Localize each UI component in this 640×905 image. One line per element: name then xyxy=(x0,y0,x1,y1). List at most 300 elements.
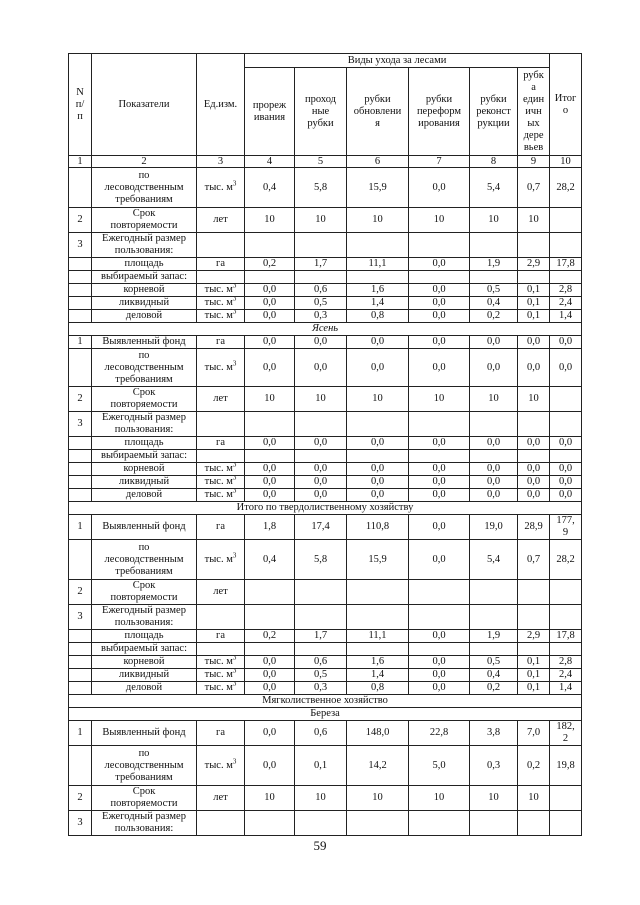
column-number: 2 xyxy=(92,156,197,168)
header-type-6: рубк а един ичн ых дере вьев xyxy=(518,68,550,156)
unit-cell xyxy=(197,450,245,463)
value-cell: 19,0 xyxy=(470,515,518,540)
value-cell: 5,4 xyxy=(470,540,518,580)
row-number: 1 xyxy=(69,336,92,349)
value-cell: 0,4 xyxy=(245,540,295,580)
header-type-3: рубки обновлени я xyxy=(347,68,409,156)
value-cell xyxy=(347,233,409,258)
value-cell xyxy=(409,233,470,258)
total-cell: 0,0 xyxy=(550,463,582,476)
unit-text: тыс. м xyxy=(204,759,233,771)
value-cell: 3,8 xyxy=(470,721,518,746)
value-cell: 1,7 xyxy=(295,258,347,271)
unit-superscript: 3 xyxy=(232,668,237,675)
unit-cell xyxy=(197,489,245,502)
unit-cell xyxy=(197,643,245,656)
value-cell xyxy=(245,233,295,258)
value-cell: 0,0 xyxy=(245,476,295,489)
row-number xyxy=(69,643,92,656)
value-cell: 0,0 xyxy=(347,476,409,489)
unit-cell xyxy=(197,284,245,297)
value-cell: 0,5 xyxy=(470,284,518,297)
indicator-label: корневой xyxy=(92,656,197,669)
indicator-label: Выявленный фонд xyxy=(92,721,197,746)
row-number xyxy=(69,656,92,669)
indicator-label: по лесоводственным требованиям xyxy=(92,168,197,208)
value-cell: 0,3 xyxy=(295,310,347,323)
value-cell xyxy=(470,580,518,605)
value-cell: 0,0 xyxy=(295,336,347,349)
unit-text: лет xyxy=(213,586,228,597)
value-cell: 0,5 xyxy=(295,297,347,310)
row-number xyxy=(69,437,92,450)
table-row xyxy=(69,336,582,349)
value-cell: 0,1 xyxy=(518,669,550,682)
value-cell: 10 xyxy=(409,208,470,233)
value-cell: 10 xyxy=(470,786,518,811)
value-cell: 1,9 xyxy=(470,258,518,271)
value-cell: 0,0 xyxy=(347,463,409,476)
indicator-label: Ежегодный размер пользования: xyxy=(92,233,197,258)
value-cell: 0,0 xyxy=(295,476,347,489)
value-cell: 0,0 xyxy=(409,437,470,450)
column-number: 4 xyxy=(245,156,295,168)
row-number xyxy=(69,630,92,643)
value-cell: 0,1 xyxy=(295,746,347,786)
value-cell: 0,0 xyxy=(347,489,409,502)
value-cell: 148,0 xyxy=(347,721,409,746)
unit-cell xyxy=(197,258,245,271)
header-total: Итог о xyxy=(550,54,582,156)
value-cell: 0,1 xyxy=(518,297,550,310)
value-cell: 0,2 xyxy=(245,630,295,643)
value-cell xyxy=(347,412,409,437)
unit-cell xyxy=(197,437,245,450)
unit-superscript: 3 xyxy=(232,359,237,367)
value-cell: 1,4 xyxy=(347,297,409,310)
unit-cell xyxy=(197,349,245,387)
value-cell xyxy=(245,271,295,284)
unit-superscript: 3 xyxy=(232,757,237,765)
total-cell: 1,4 xyxy=(550,682,582,695)
total-cell: 28,2 xyxy=(550,168,582,208)
unit-cell xyxy=(197,746,245,786)
table-row xyxy=(69,605,582,630)
value-cell: 0,1 xyxy=(518,656,550,669)
indicator-label: площадь xyxy=(92,630,197,643)
row-number xyxy=(69,463,92,476)
value-cell: 1,4 xyxy=(347,669,409,682)
value-cell: 10 xyxy=(295,387,347,412)
total-cell xyxy=(550,605,582,630)
indicator-label: выбираемый запас: xyxy=(92,271,197,284)
value-cell: 0,0 xyxy=(518,437,550,450)
unit-text: га xyxy=(216,727,225,738)
value-cell xyxy=(409,271,470,284)
total-cell: 0,0 xyxy=(550,476,582,489)
indicator-label: выбираемый запас: xyxy=(92,643,197,656)
table-row xyxy=(69,746,582,786)
total-cell: 17,8 xyxy=(550,258,582,271)
indicator-label: Срок повторяемости xyxy=(92,208,197,233)
value-cell: 28,9 xyxy=(518,515,550,540)
row-number: 2 xyxy=(69,208,92,233)
unit-cell xyxy=(197,656,245,669)
value-cell: 10 xyxy=(347,387,409,412)
total-cell: 0,0 xyxy=(550,349,582,387)
value-cell xyxy=(295,605,347,630)
row-number xyxy=(69,476,92,489)
value-cell xyxy=(295,271,347,284)
unit-cell xyxy=(197,336,245,349)
table-row xyxy=(69,349,582,387)
value-cell xyxy=(295,811,347,836)
value-cell: 0,0 xyxy=(470,349,518,387)
value-cell: 0,0 xyxy=(409,284,470,297)
value-cell: 0,5 xyxy=(470,656,518,669)
value-cell: 22,8 xyxy=(409,721,470,746)
value-cell: 0,6 xyxy=(295,284,347,297)
column-number: 5 xyxy=(295,156,347,168)
unit-cell xyxy=(197,271,245,284)
indicator-label: выбираемый запас: xyxy=(92,450,197,463)
column-number: 9 xyxy=(518,156,550,168)
total-cell: 0,0 xyxy=(550,336,582,349)
indicator-label: деловой xyxy=(92,489,197,502)
unit-text: тыс. м xyxy=(204,476,233,487)
value-cell: 0,0 xyxy=(409,515,470,540)
unit-superscript: 3 xyxy=(232,283,237,290)
unit-superscript: 3 xyxy=(232,551,237,559)
total-cell xyxy=(550,387,582,412)
value-cell: 0,0 xyxy=(518,476,550,489)
value-cell: 0,0 xyxy=(409,463,470,476)
value-cell xyxy=(518,643,550,656)
value-cell: 10 xyxy=(347,208,409,233)
value-cell: 0,0 xyxy=(518,463,550,476)
value-cell: 0,3 xyxy=(470,746,518,786)
value-cell xyxy=(470,233,518,258)
unit-superscript: 3 xyxy=(232,655,237,662)
value-cell: 5,0 xyxy=(409,746,470,786)
value-cell: 10 xyxy=(295,208,347,233)
value-cell: 10 xyxy=(409,387,470,412)
value-cell: 0,0 xyxy=(518,336,550,349)
total-cell xyxy=(550,811,582,836)
value-cell: 11,1 xyxy=(347,630,409,643)
table-row xyxy=(69,811,582,836)
header-indicator: Показатели xyxy=(92,54,197,156)
value-cell: 0,1 xyxy=(518,682,550,695)
table-row xyxy=(69,630,582,643)
table-row xyxy=(69,643,582,656)
total-cell: 19,8 xyxy=(550,746,582,786)
row-number: 3 xyxy=(69,605,92,630)
value-cell xyxy=(470,605,518,630)
column-number: 7 xyxy=(409,156,470,168)
row-number: 2 xyxy=(69,786,92,811)
table-row xyxy=(69,580,582,605)
total-cell: 1,4 xyxy=(550,310,582,323)
value-cell xyxy=(245,450,295,463)
value-cell xyxy=(409,811,470,836)
table-row xyxy=(69,412,582,437)
value-cell: 0,0 xyxy=(295,463,347,476)
row-number xyxy=(69,168,92,208)
column-number: 6 xyxy=(347,156,409,168)
total-cell: 2,4 xyxy=(550,297,582,310)
table-row xyxy=(69,669,582,682)
unit-text: га xyxy=(216,258,225,269)
unit-text: тыс. м xyxy=(204,361,233,373)
column-number: 8 xyxy=(470,156,518,168)
unit-superscript: 3 xyxy=(232,681,237,688)
table-row xyxy=(69,271,582,284)
unit-cell xyxy=(197,721,245,746)
table-row xyxy=(69,476,582,489)
header-unit: Ед.изм. xyxy=(197,54,245,156)
value-cell: 0,8 xyxy=(347,682,409,695)
row-number xyxy=(69,349,92,387)
value-cell xyxy=(245,811,295,836)
table-row xyxy=(69,540,582,580)
value-cell: 7,0 xyxy=(518,721,550,746)
value-cell: 0,0 xyxy=(409,349,470,387)
indicator-label: ликвидный xyxy=(92,297,197,310)
total-cell: 2,8 xyxy=(550,284,582,297)
value-cell xyxy=(347,271,409,284)
value-cell xyxy=(409,643,470,656)
unit-text: тыс. м xyxy=(204,553,233,565)
value-cell: 0,2 xyxy=(518,746,550,786)
value-cell xyxy=(245,580,295,605)
value-cell xyxy=(347,811,409,836)
value-cell: 0,0 xyxy=(347,437,409,450)
value-cell: 0,8 xyxy=(347,310,409,323)
value-cell: 0,0 xyxy=(295,489,347,502)
value-cell: 0,0 xyxy=(409,258,470,271)
row-number: 1 xyxy=(69,721,92,746)
value-cell xyxy=(470,412,518,437)
unit-text: га xyxy=(216,521,225,532)
value-cell: 0,6 xyxy=(295,721,347,746)
value-cell: 10 xyxy=(409,786,470,811)
table-row xyxy=(69,721,582,746)
value-cell xyxy=(518,811,550,836)
header-type-4: рубки переформ ирования xyxy=(409,68,470,156)
unit-cell xyxy=(197,786,245,811)
unit-superscript: 3 xyxy=(232,309,237,316)
unit-cell xyxy=(197,515,245,540)
unit-text: тыс. м xyxy=(204,463,233,474)
value-cell xyxy=(347,643,409,656)
value-cell: 0,0 xyxy=(470,489,518,502)
value-cell: 0,0 xyxy=(409,656,470,669)
unit-cell xyxy=(197,463,245,476)
indicator-label: Срок повторяемости xyxy=(92,786,197,811)
table-row xyxy=(69,233,582,258)
value-cell: 0,0 xyxy=(470,437,518,450)
value-cell: 0,0 xyxy=(295,437,347,450)
value-cell: 0,0 xyxy=(409,336,470,349)
table-row xyxy=(69,310,582,323)
value-cell: 10 xyxy=(518,208,550,233)
unit-text: га xyxy=(216,630,225,641)
unit-cell xyxy=(197,682,245,695)
value-cell: 0,0 xyxy=(295,349,347,387)
indicator-label: площадь xyxy=(92,437,197,450)
value-cell: 0,0 xyxy=(409,489,470,502)
row-number: 3 xyxy=(69,811,92,836)
indicator-label: Выявленный фонд xyxy=(92,336,197,349)
value-cell: 10 xyxy=(245,786,295,811)
value-cell: 17,4 xyxy=(295,515,347,540)
value-cell: 2,9 xyxy=(518,630,550,643)
value-cell: 0,2 xyxy=(470,310,518,323)
value-cell: 110,8 xyxy=(347,515,409,540)
indicator-label: по лесоводственным требованиям xyxy=(92,746,197,786)
value-cell: 0,0 xyxy=(409,540,470,580)
value-cell: 0,6 xyxy=(295,656,347,669)
table-row xyxy=(69,284,582,297)
value-cell xyxy=(409,450,470,463)
value-cell: 10 xyxy=(245,387,295,412)
value-cell xyxy=(295,412,347,437)
value-cell: 0,4 xyxy=(245,168,295,208)
unit-cell xyxy=(197,310,245,323)
table-row xyxy=(69,682,582,695)
indicator-label: площадь xyxy=(92,258,197,271)
value-cell xyxy=(518,271,550,284)
value-cell: 0,0 xyxy=(470,336,518,349)
unit-text: тыс. м xyxy=(204,297,233,308)
row-number xyxy=(69,258,92,271)
row-number xyxy=(69,271,92,284)
indicator-label: по лесоводственным требованиям xyxy=(92,349,197,387)
unit-cell xyxy=(197,412,245,437)
total-cell: 17,8 xyxy=(550,630,582,643)
section-title: Береза xyxy=(69,708,582,721)
page-number: 59 xyxy=(313,838,327,853)
total-cell xyxy=(550,271,582,284)
section-title: Мягколиственное хозяйство xyxy=(69,695,582,708)
value-cell xyxy=(518,605,550,630)
value-cell: 1,9 xyxy=(470,630,518,643)
value-cell: 0,0 xyxy=(409,669,470,682)
value-cell: 5,4 xyxy=(470,168,518,208)
value-cell: 0,0 xyxy=(245,669,295,682)
section-header-row xyxy=(69,323,582,336)
value-cell xyxy=(295,643,347,656)
indicator-label: Ежегодный размер пользования: xyxy=(92,605,197,630)
value-cell: 1,7 xyxy=(295,630,347,643)
indicator-label: корневой xyxy=(92,463,197,476)
total-cell xyxy=(550,208,582,233)
unit-cell xyxy=(197,208,245,233)
total-cell: 177, 9 xyxy=(550,515,582,540)
value-cell: 11,1 xyxy=(347,258,409,271)
unit-cell xyxy=(197,476,245,489)
value-cell: 10 xyxy=(245,208,295,233)
unit-text: га xyxy=(216,437,225,448)
unit-cell xyxy=(197,811,245,836)
table-row xyxy=(69,656,582,669)
table-row xyxy=(69,786,582,811)
total-cell: 28,2 xyxy=(550,540,582,580)
column-number: 10 xyxy=(550,156,582,168)
row-number: 3 xyxy=(69,233,92,258)
value-cell: 5,8 xyxy=(295,168,347,208)
total-cell xyxy=(550,233,582,258)
value-cell: 0,0 xyxy=(409,168,470,208)
row-number xyxy=(69,284,92,297)
value-cell: 10 xyxy=(518,387,550,412)
row-number: 3 xyxy=(69,412,92,437)
unit-text: тыс. м xyxy=(204,181,233,193)
indicator-label: Ежегодный размер пользования: xyxy=(92,412,197,437)
section-header-row xyxy=(69,502,582,515)
table-row xyxy=(69,208,582,233)
column-number: 3 xyxy=(197,156,245,168)
value-cell: 0,1 xyxy=(518,284,550,297)
row-number xyxy=(69,489,92,502)
value-cell: 0,0 xyxy=(245,489,295,502)
value-cell xyxy=(518,580,550,605)
unit-cell xyxy=(197,669,245,682)
value-cell: 0,0 xyxy=(347,336,409,349)
unit-text: тыс. м xyxy=(204,669,233,680)
row-number xyxy=(69,682,92,695)
table-row xyxy=(69,450,582,463)
total-cell xyxy=(550,643,582,656)
value-cell: 0,0 xyxy=(245,746,295,786)
row-number xyxy=(69,297,92,310)
value-cell: 1,6 xyxy=(347,656,409,669)
section-header-row xyxy=(69,695,582,708)
unit-cell xyxy=(197,387,245,412)
unit-text: тыс. м xyxy=(204,284,233,295)
value-cell xyxy=(518,412,550,437)
unit-superscript: 3 xyxy=(232,296,237,303)
value-cell xyxy=(347,605,409,630)
value-cell: 0,0 xyxy=(245,721,295,746)
total-cell: 2,8 xyxy=(550,656,582,669)
row-number xyxy=(69,450,92,463)
value-cell: 2,9 xyxy=(518,258,550,271)
value-cell: 0,0 xyxy=(470,476,518,489)
unit-superscript: 3 xyxy=(232,462,237,469)
value-cell: 5,8 xyxy=(295,540,347,580)
value-cell: 15,9 xyxy=(347,540,409,580)
header-type-1: прореж ивания xyxy=(245,68,295,156)
value-cell: 0,0 xyxy=(245,463,295,476)
value-cell xyxy=(470,450,518,463)
value-cell xyxy=(295,450,347,463)
table-row xyxy=(69,515,582,540)
value-cell: 0,5 xyxy=(295,669,347,682)
value-cell: 0,0 xyxy=(409,630,470,643)
row-number xyxy=(69,540,92,580)
row-number xyxy=(69,746,92,786)
value-cell: 15,9 xyxy=(347,168,409,208)
total-cell xyxy=(550,786,582,811)
unit-text: лет xyxy=(213,214,228,225)
table-row xyxy=(69,489,582,502)
value-cell: 0,0 xyxy=(245,656,295,669)
table-row xyxy=(69,297,582,310)
value-cell: 10 xyxy=(518,786,550,811)
value-cell: 0,0 xyxy=(245,349,295,387)
